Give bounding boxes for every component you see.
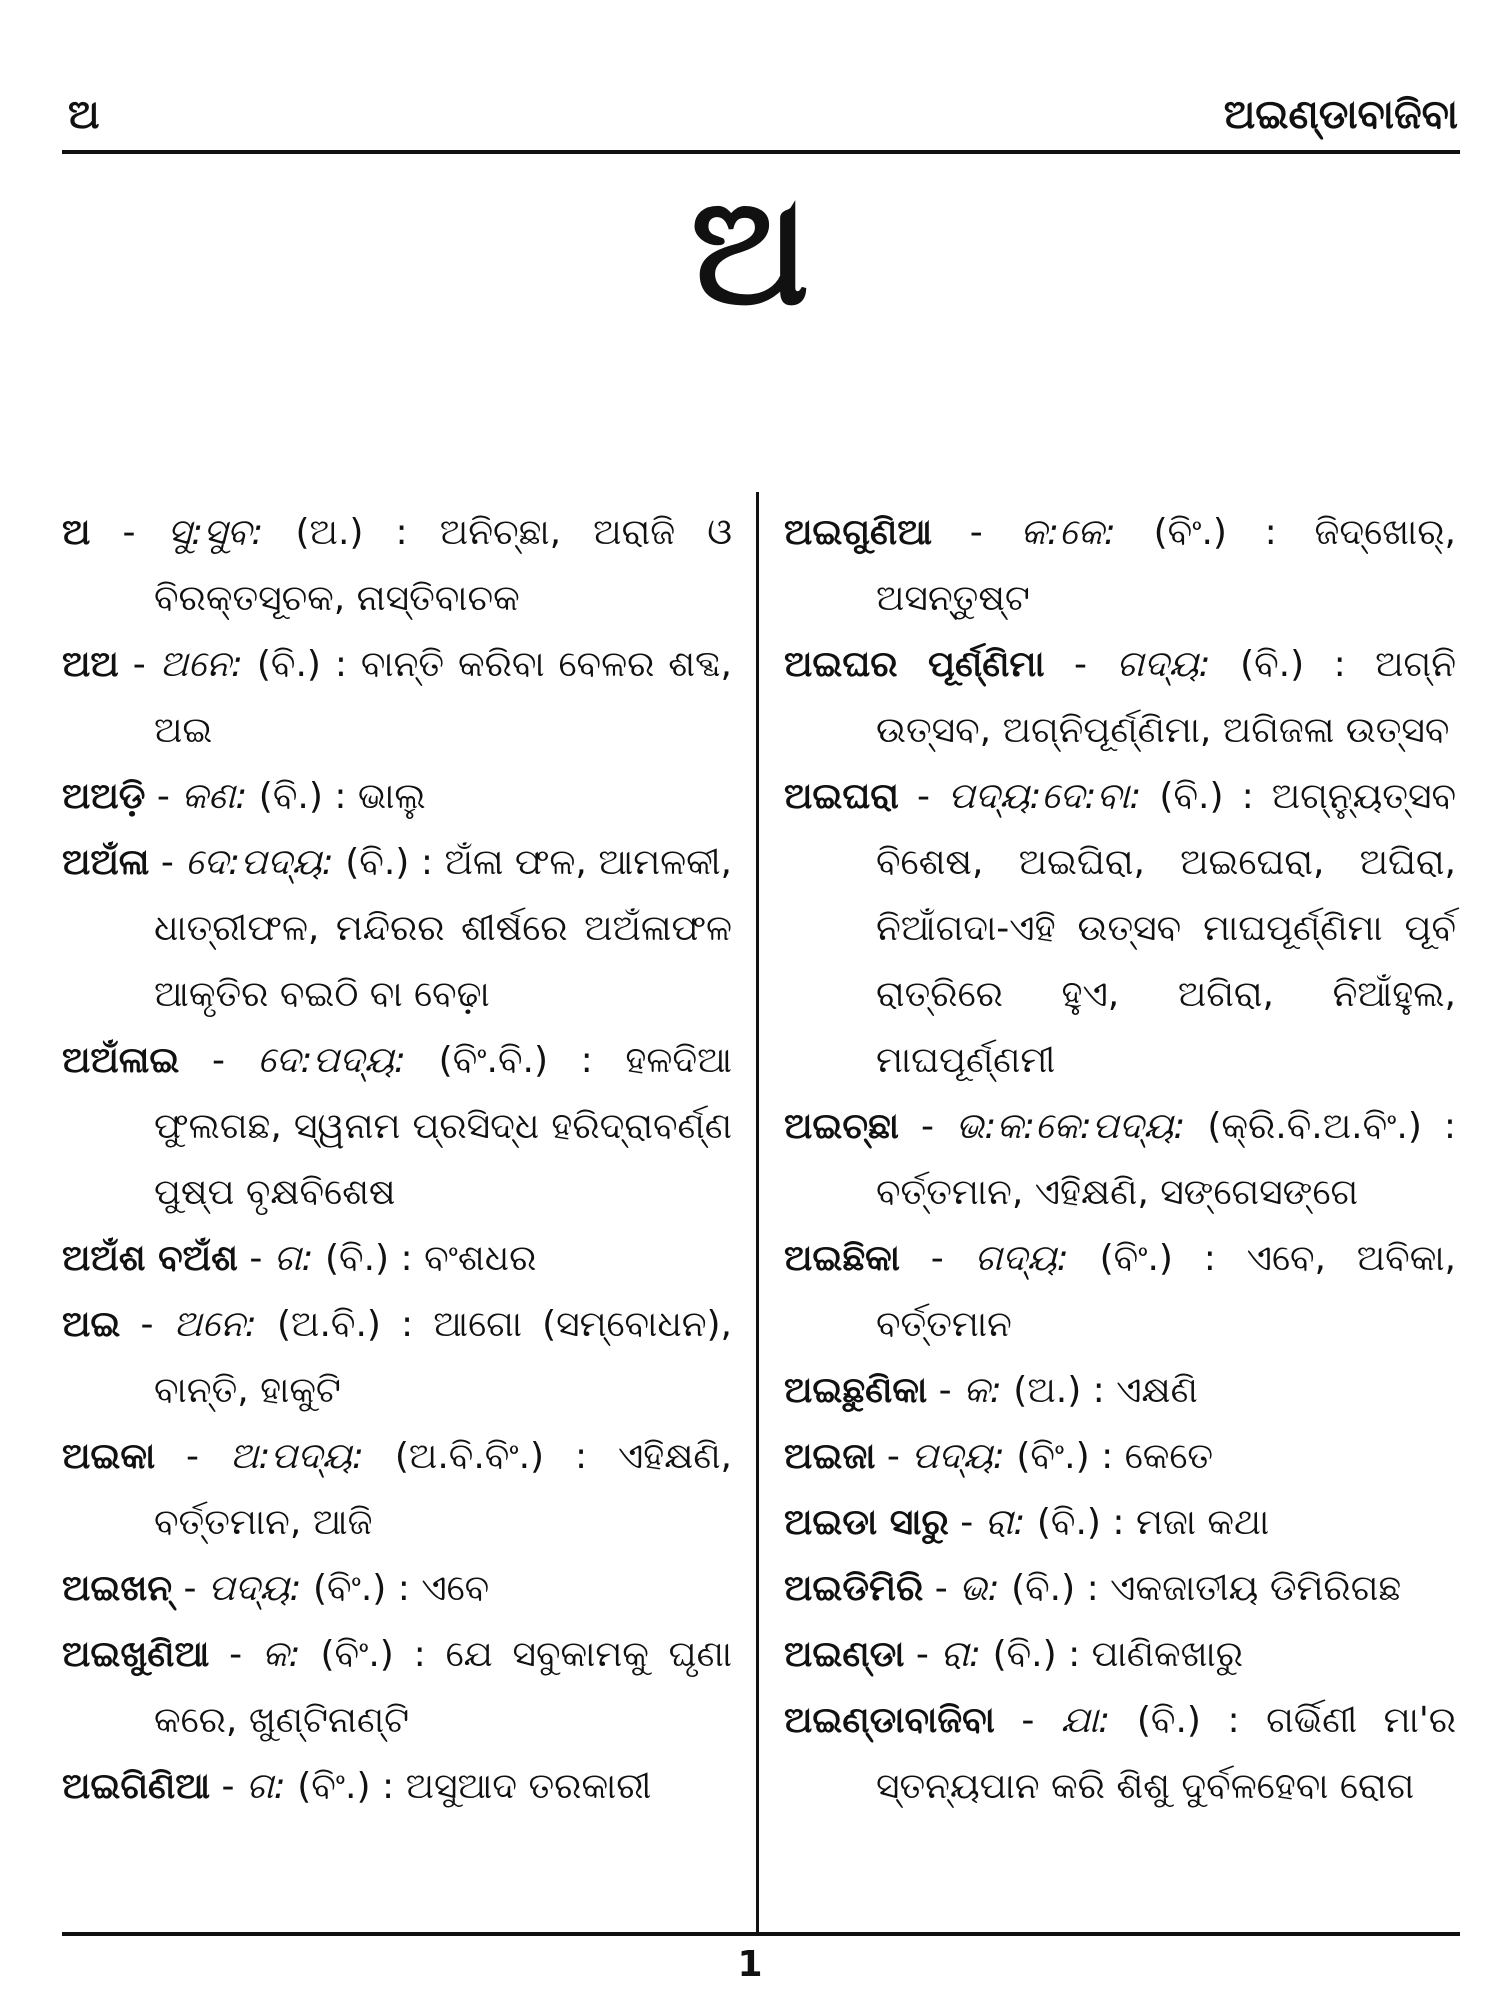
- headword: ଅଇଛୁଣିକା: [784, 1370, 928, 1411]
- headword: ଅଅଡ଼ି: [62, 776, 146, 817]
- headword: ଅଅଁଳା: [62, 842, 150, 883]
- source-abbreviation: ସୁ:ସୁବ:: [167, 512, 264, 553]
- dictionary-entry: ଅଇଘରା - ପଦ୍ୟ:ଦେ:ବା: (ବି.) : ଅଗ୍ନ୍ୟୁତ୍ସବ ବିଶେଷ, ଅଇଘିରା, ଅଇଘେରା, ଅଘିରା, ନିଆଁଗଦା-ଏହି ଉତ୍ସବ ମାଘପୂର୍ଣ୍ଣିମା ପୂର୍ବ ରାତ୍ରିରେ ହୁଏ, ଅଗିରା, ନିଆଁହୁଲ, ମାଘପୂର୍ଣ୍ଣମୀ: [784, 776, 1456, 1081]
- dictionary-entry: ଅଇ - ଅନେ: (ଅ.ବି.) : ଆଗୋ (ସମ୍ବୋଧନ), ବାନ୍ତି, ହାକୁଟି: [62, 1304, 732, 1411]
- dictionary-entry: ଅ - ସୁ:ସୁବ: (ଅ.) : ଅନିଚ୍ଛା, ଅରାଜି ଓ ବିରକ୍ତସୂଚକ, ନାସ୍ତିବାଚକ: [62, 512, 732, 619]
- source-abbreviation: ପଦ୍ୟ:: [911, 1436, 1005, 1477]
- headword: ଅଇଜା: [784, 1436, 876, 1477]
- dictionary-entry: ଅଇଖୁଣିଆ - କ: (ବିଂ.) : ଯେ ସବୁକାମକୁ ଘୃଣା କରେ, ଖୁଣ୍ଟିନାଣ୍ଟି: [62, 1634, 732, 1741]
- dictionary-entry: ଅଇଡିମିରି - ଭ: (ବି.) : ଏକଜାତୀୟ ଡିମିରିଗଛ: [784, 1568, 1402, 1609]
- headword: ଅଇକା: [62, 1436, 156, 1477]
- headword: ଅଇଣ୍ଡାବାଜିବା: [784, 1700, 995, 1741]
- dictionary-entry: ଅଇଡା ସାରୁ - ରା: (ବି.) : ମଜା କଥା: [784, 1502, 1270, 1543]
- headword: ଅ: [62, 512, 91, 553]
- headword: ଅଇଘର ପୂର୍ଣ୍ଣିମା: [784, 644, 1045, 685]
- part-of-speech: (ଅ.): [1013, 1370, 1082, 1411]
- dictionary-entry: ଅଇଛିକା - ଗଦ୍ୟ: (ବିଂ.) : ଏବେ, ଅବିକା, ବର୍ତ୍ତମାନ: [784, 1238, 1456, 1345]
- source-abbreviation: ଭ:କ:କେ:ପଦ୍ୟ:: [955, 1106, 1186, 1147]
- headword: ଅଇ: [62, 1304, 121, 1345]
- definition: ଜିଦ୍‌ଖୋର୍, ଅସନ୍ତୁଷ୍ଟ: [876, 512, 1456, 619]
- definition: ହଳଦିଆ ଫୁଲଗଛ, ସ୍ୱନାମ ପ୍ରସିଦ୍ଧ ହରିଦ୍ରାବର୍ଣ୍ଣ ପୁଷ୍ପ ବୃକ୍ଷବିଶେଷ: [154, 1040, 732, 1213]
- definition: ଗର୍ଭିଣୀ ମା'ର ସ୍ତନ୍ୟପାନ କରି ଶିଶୁ ଦୁର୍ବଳହେବା ରୋଗ: [876, 1700, 1457, 1807]
- part-of-speech: (ବି.): [1136, 1700, 1201, 1741]
- source-abbreviation: ପଦ୍ୟ:: [207, 1568, 302, 1609]
- headword: ଅଇଚ୍ଛା: [784, 1106, 899, 1147]
- dictionary-entry: ଅଅଁଶ ବଅଁଶ - ଗ: (ବି.) : ବଂଶଧର: [62, 1238, 537, 1279]
- column-divider: [756, 492, 759, 1932]
- part-of-speech: (ଅ.): [295, 512, 364, 553]
- top-rule: [62, 150, 1460, 154]
- part-of-speech: (ବି.): [1036, 1502, 1101, 1543]
- part-of-speech: (ବି.): [256, 644, 321, 685]
- headword: ଅଇଗୁଣିଆ: [784, 512, 933, 553]
- part-of-speech: (ବି.): [992, 1634, 1057, 1675]
- source-abbreviation: କ:: [261, 1634, 301, 1675]
- left-column: [62, 500, 732, 1820]
- headword: ଅଅଁଶ ବଅଁଶ: [62, 1238, 238, 1279]
- part-of-speech: (ବି.): [345, 842, 410, 883]
- source-abbreviation: ଗ:: [273, 1238, 314, 1279]
- part-of-speech: (ଅ.ବି.): [277, 1304, 381, 1345]
- dictionary-entry: ଅଅଡ଼ି - କଣ: (ବି.) : ଭାଲୁ: [62, 776, 426, 817]
- part-of-speech: (ବି.): [258, 776, 323, 817]
- source-abbreviation: ଗଦ୍ୟ:: [1116, 644, 1211, 685]
- definition: ଅଗ୍ନ୍ୟୁତ୍ସବ ବିଶେଷ, ଅଇଘିରା, ଅଇଘେରା, ଅଘିରା, ନିଆଁଗଦା-ଏହି ଉତ୍ସବ ମାଘପୂର୍ଣ୍ଣିମା ପୂର୍ବ ରାତ୍ରିରେ ହୁଏ, ଅଗିରା, ନିଆଁହୁଲ, ମାଘପୂର୍ଣ୍ଣମୀ: [876, 776, 1456, 1081]
- source-abbreviation: ଗଦ୍ୟ:: [974, 1238, 1069, 1279]
- section-letter: ଅ: [690, 165, 810, 339]
- dictionary-entry: ଅଅଁଳା - ଦେ:ପଦ୍ୟ: (ବି.) : ଅଁଳା ଫଳ, ଆମଳକୀ, ଧାତ୍ରୀଫଳ, ମନ୍ଦିରର ଶୀର୍ଷରେ ଅଅଁଳାଫଳ ଆକୃତିର ବଇଠି ବା ବେଢ଼ା: [62, 842, 733, 1015]
- dictionary-entry: ଅଅ - ଅନେ: (ବି.) : ବାନ୍ତି କରିବା ବେଳର ଶବ୍ଦ, ଅଇ: [62, 644, 732, 751]
- source-abbreviation: ଯା:: [1060, 1700, 1111, 1741]
- part-of-speech: (ବିଂ.): [1099, 1238, 1173, 1279]
- dictionary-entry: ଅଇଛୁଣିକା - କ: (ଅ.) : ଏକ୍ଷଣି: [784, 1370, 1198, 1411]
- part-of-speech: (କ୍ରି.ବି.ଅ.ବିଂ.): [1207, 1106, 1422, 1147]
- definition: ବାନ୍ତି କରିବା ବେଳର ଶବ୍ଦ, ଅଇ: [154, 644, 732, 751]
- part-of-speech: (ବି.): [1159, 776, 1224, 817]
- part-of-speech: (ଅ.ବି.ବିଂ.): [394, 1436, 545, 1477]
- definition: ଏବେ, ଅବିକା, ବର୍ତ୍ତମାନ: [876, 1238, 1456, 1345]
- definition: କେତେ: [1124, 1436, 1214, 1477]
- part-of-speech: (ବିଂ.): [312, 1568, 387, 1609]
- dictionary-entry: ଅଅଁଳାଇ - ଦେ:ପଦ୍ୟ: (ବିଂ.ବି.) : ହଳଦିଆ ଫୁଲଗଛ, ସ୍ୱନାମ ପ୍ରସିଦ୍ଧ ହରିଦ୍ରାବର୍ଣ୍ଣ ପୁଷ୍ପ ବୃକ୍ଷବିଶେଷ: [62, 1040, 732, 1213]
- part-of-speech: (ବିଂ.): [1016, 1436, 1090, 1477]
- headword: ଅଇଣ୍ଡା: [784, 1634, 905, 1675]
- headword: ଅଇଖନ୍: [62, 1568, 173, 1609]
- definition: ଏବେ: [421, 1568, 490, 1609]
- part-of-speech: (ବିଂ.ବି.): [438, 1040, 548, 1081]
- headword: ଅଇଗିଣିଆ: [62, 1766, 211, 1807]
- headword: ଅଇଛିକା: [784, 1238, 900, 1279]
- source-abbreviation: ଅନେ:: [173, 1304, 257, 1345]
- dictionary-entry: ଅଇଚ୍ଛା - ଭ:କ:କେ:ପଦ୍ୟ: (କ୍ରି.ବି.ଅ.ବିଂ.) : ବର୍ତ୍ତମାନ, ଏହିକ୍ଷଣି, ସଙ୍ଗେସଙ୍ଗେ: [784, 1106, 1456, 1213]
- bottom-rule: [62, 1932, 1460, 1936]
- headword: ଅଇଡା ସାରୁ: [784, 1502, 949, 1543]
- definition: ଅଁଳା ଫଳ, ଆମଳକୀ, ଧାତ୍ରୀଫଳ, ମନ୍ଦିରର ଶୀର୍ଷରେ ଅଅଁଳାଫଳ ଆକୃତିର ବଇଠି ବା ବେଢ଼ା: [154, 842, 733, 1015]
- running-head: [68, 92, 1458, 152]
- source-abbreviation: କ:: [963, 1370, 1002, 1411]
- dictionary-entry: ଅଇକା - ଅ:ପଦ୍ୟ: (ଅ.ବି.ବିଂ.) : ଏହିକ୍ଷଣି, ବର୍ତ୍ତମାନ, ଆଜି: [62, 1436, 732, 1543]
- part-of-speech: (ବିଂ.): [297, 1766, 371, 1807]
- definition: ଏହିକ୍ଷଣି, ବର୍ତ୍ତମାନ, ଆଜି: [154, 1436, 732, 1543]
- part-of-speech: (ବିଂ.): [1153, 512, 1227, 553]
- page-number: 1: [737, 1944, 763, 1985]
- dictionary-entry: ଅଇଗିଣିଆ - ଗ: (ବିଂ.) : ଅସୁଆଦ ତରକାରୀ: [62, 1766, 652, 1807]
- source-abbreviation: ଗ:: [245, 1766, 286, 1807]
- source-abbreviation: ପଦ୍ୟ:ଦେ:ବା:: [948, 776, 1142, 817]
- definition: ଆଗୋ (ସମ୍ବୋଧନ), ବାନ୍ତି, ହାକୁଟି: [154, 1304, 732, 1411]
- part-of-speech: (ବିଂ.): [320, 1634, 394, 1675]
- definition: ଅନିଚ୍ଛା, ଅରାଜି ଓ ବିରକ୍ତସୂଚକ, ନାସ୍ତିବାଚକ: [154, 512, 732, 619]
- part-of-speech: (ବି.): [1011, 1568, 1076, 1609]
- dictionary-entry: ଅଇଗୁଣିଆ - କ:କେ: (ବିଂ.) : ଜିଦ୍‌ଖୋର୍, ଅସନ୍ତୁଷ୍ଟ: [784, 512, 1456, 619]
- headword: ଅଅ: [62, 644, 119, 685]
- dictionary-entry: ଅଇଜା - ପଦ୍ୟ: (ବିଂ.) : କେତେ: [784, 1436, 1214, 1477]
- definition: ପାଣିକଖାରୁ: [1091, 1634, 1244, 1675]
- definition: ବର୍ତ୍ତମାନ, ଏହିକ୍ଷଣି, ସଙ୍ଗେସଙ୍ଗେ: [876, 1172, 1359, 1213]
- definition: ଅସୁଆଦ ତରକାରୀ: [405, 1766, 652, 1807]
- source-abbreviation: କଣ:: [181, 776, 248, 817]
- dictionary-entry: ଅଇଣ୍ଡା - ରା: (ବି.) : ପାଣିକଖାରୁ: [784, 1634, 1244, 1675]
- definition: ବଂଶଧର: [424, 1238, 537, 1279]
- dictionary-entry: ଅଇଖନ୍ - ପଦ୍ୟ: (ବିଂ.) : ଏବେ: [62, 1568, 490, 1609]
- source-abbreviation: ଭ:: [959, 1568, 1000, 1609]
- headword: ଅଇଖୁଣିଆ: [62, 1634, 210, 1675]
- part-of-speech: (ବି.): [325, 1238, 390, 1279]
- definition: ଏକଜାତୀୟ ଡିମିରିଗଛ: [1110, 1568, 1402, 1609]
- definition: ଏକ୍ଷଣି: [1116, 1370, 1198, 1411]
- dictionary-entry: ଅଇଘର ପୂର୍ଣ୍ଣିମା - ଗଦ୍ୟ: (ବି.) : ଅଗ୍ନି ଉତ୍ସବ, ଅଗ୍ନିପୂର୍ଣ୍ଣିମା, ଅଗିଜଳା ଉତ୍ସବ: [784, 644, 1456, 751]
- definition: ଯେ ସବୁକାମକୁ ଘୃଣା କରେ, ଖୁଣ୍ଟିନାଣ୍ଟି: [154, 1634, 732, 1741]
- right-column: [784, 500, 1456, 1820]
- part-of-speech: (ବି.): [1240, 644, 1305, 685]
- headword: ଅଇଡିମିରି: [784, 1568, 924, 1609]
- source-abbreviation: ଦେ:ପଦ୍ୟ:: [257, 1040, 407, 1081]
- source-abbreviation: ରା:: [940, 1634, 982, 1675]
- source-abbreviation: ରା:: [984, 1502, 1026, 1543]
- definition: ଭାଲୁ: [357, 776, 426, 817]
- source-abbreviation: ଅନେ:: [159, 644, 243, 685]
- source-abbreviation: କ:କେ:: [1020, 512, 1116, 553]
- definition: ଅଗ୍ନି ଉତ୍ସବ, ଅଗ୍ନିପୂର୍ଣ୍ଣିମା, ଅଗିଜଳା ଉତ୍ସବ: [876, 644, 1456, 751]
- headword: ଅଇଘରା: [784, 776, 899, 817]
- dictionary-entry: ଅଇଣ୍ଡାବାଜିବା - ଯା: (ବି.) : ଗର୍ଭିଣୀ ମା'ର ସ୍ତନ୍ୟପାନ କରି ଶିଶୁ ଦୁର୍ବଳହେବା ରୋଗ: [784, 1700, 1457, 1807]
- definition: ମଜା କଥା: [1135, 1502, 1270, 1543]
- running-head-right: ଅଇଣ୍ଡାବାଜିବା: [1223, 92, 1458, 138]
- source-abbreviation: ଦେ:ପଦ୍ୟ:: [185, 842, 334, 883]
- source-abbreviation: ଅ:ପଦ୍ୟ:: [229, 1436, 364, 1477]
- headword: ଅଅଁଳାଇ: [62, 1040, 180, 1081]
- running-head-left: ଅ: [68, 92, 100, 138]
